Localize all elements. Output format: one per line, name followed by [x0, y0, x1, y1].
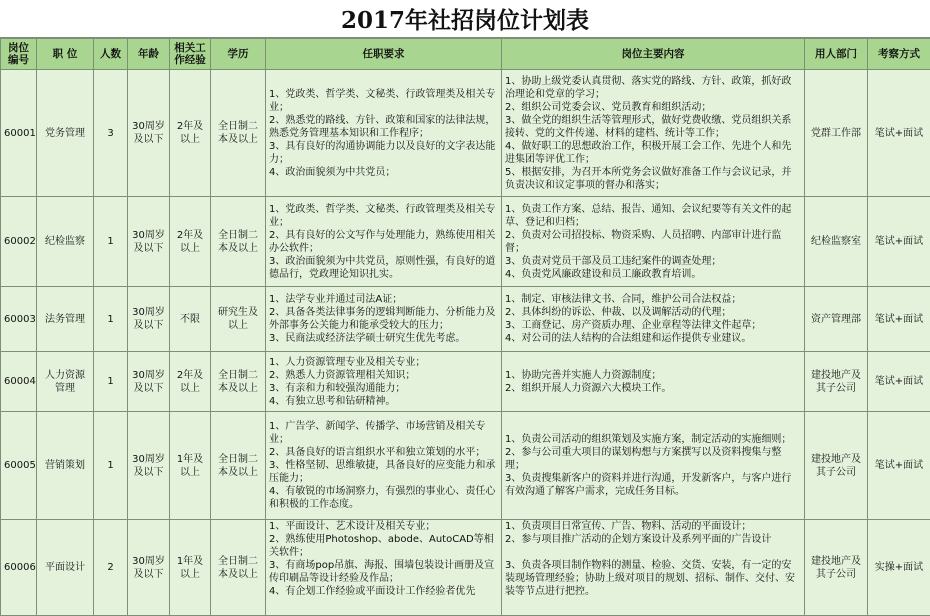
cell-content: 1、负责公司活动的组织策划及实施方案，制定活动的实施细则； 2、参与公司重大项目的谋划构想与方案撰写以及资料搜集与整理； 3、负责搜集新客户的资料并进行沟通，开发新客户，与客户进行有效沟通了解客户需求，完成任务目标。: [502, 412, 805, 520]
cell-education: 全日制二 本及以上: [211, 520, 266, 616]
cell-position: 营销策划: [37, 412, 94, 520]
cell-code: 60003: [1, 287, 37, 352]
header-content: 岗位主要内容: [502, 39, 805, 70]
cell-requirements: 1、广告学、新闻学、传播学、市场营销及相关专业； 2、具备良好的语言组织水平和独立策划的水平； 3、性格坚韧、思维敏捷，具备良好的应变能力和承压能力； 4、有敏锐的市场洞察力，有强烈的事业心、责任心和积极的工作态度。: [266, 412, 502, 520]
cell-position: 法务管理: [37, 287, 94, 352]
cell-code: 60001: [1, 70, 37, 197]
cell-requirements: 1、人力资源管理专业及相关专业； 2、熟悉人力资源管理相关知识； 3、有亲和力和较强沟通能力； 4、有独立思考和钻研精神。: [266, 352, 502, 412]
cell-education: 全日制二 本及以上: [211, 412, 266, 520]
cell-position: 人力资源 管理: [37, 352, 94, 412]
page-title: 2017年社招岗位计划表: [0, 0, 930, 38]
cell-experience: 2年及 以上: [170, 70, 211, 197]
cell-requirements: 1、党政类、哲学类、文秘类、行政管理类及相关专业； 2、熟悉党的路线、方针、政策和国家的法律法规，熟悉党务管理基本知识和工作程序； 3、具有良好的沟通协调能力以及良好的文字表达能力； 4、政治面貌须为中共党员；: [266, 70, 502, 197]
cell-age: 30周岁 及以下: [128, 197, 170, 287]
cell-experience: 不限: [170, 287, 211, 352]
cell-age: 30周岁 及以下: [128, 412, 170, 520]
cell-age: 30周岁 及以下: [128, 287, 170, 352]
cell-content: 1、制定、审核法律文书、合同，维护公司合法权益； 2、具体纠纷的诉讼、仲裁、以及调解活动的代理； 3、工商登记、房产资质办理、企业章程等法律文件起草； 4、对公司的法人结构的合法组建和运作提供专业建议。: [502, 287, 805, 352]
cell-experience: 2年及 以上: [170, 197, 211, 287]
header-experience: 相关工 作经验: [170, 39, 211, 70]
cell-age: 30周岁 及以下: [128, 520, 170, 616]
header-requirements: 任职要求: [266, 39, 502, 70]
cell-assessment: 笔试+面试: [868, 287, 930, 352]
cell-requirements: 1、平面设计、艺术设计及相关专业； 2、熟练使用Photoshop、abode、AutoCAD等相关软件； 3、有商场pop吊旗、海报、围墙包装设计画册及宣传印刷品等设计经验及作品； 4、有企划工作经验或平面设计工作经验者优先: [266, 520, 502, 616]
table-row: [1, 412, 930, 520]
table-row: [1, 287, 930, 352]
cell-content: 1、负责工作方案、总结、报告、通知、会议纪要等有关文件的起草、登记和归档； 2、负责对公司招投标、物资采购、人员招聘、内部审计进行监督； 3、负责对党员干部及员工违纪案件的调查处理； 4、负责党风廉政建设和员工廉政教育培训。: [502, 197, 805, 287]
header-row: [1, 39, 930, 70]
cell-assessment: 笔试+面试: [868, 352, 930, 412]
cell-experience: 1年及 以上: [170, 520, 211, 616]
cell-requirements: 1、党政类、哲学类、文秘类、行政管理类及相关专业； 2、具有良好的公文写作与处理能力，熟练使用相关办公软件； 3、政治面貌须为中共党员，原则性强，有良好的道德品行，党政理论知识扎实。: [266, 197, 502, 287]
cell-position: 平面设计: [37, 520, 94, 616]
header-education: 学历: [211, 39, 266, 70]
cell-count: 1: [94, 287, 128, 352]
cell-count: 3: [94, 70, 128, 197]
cell-content: 1、负责项目日常宣传、广告、物料、活动的平面设计； 2、参与项目推广活动的企划方案设计及系列平面的广告设计 3、负责各项目制作物料的测量、检验、交货、安装，有一定的安装现场管理经验；协助上级对项目的规划、招标、制作、交付、安装等节点进行把控。: [502, 520, 805, 616]
cell-assessment: 笔试+面试: [868, 70, 930, 197]
cell-position: 纪检监察: [37, 197, 94, 287]
cell-department: 纪检监察室: [805, 197, 868, 287]
cell-department: 建投地产及 其子公司: [805, 520, 868, 616]
cell-age: 30周岁 及以下: [128, 70, 170, 197]
header-department: 用人部门: [805, 39, 868, 70]
cell-content: 1、协助完善并实施人力资源制度； 2、组织开展人力资源六大模块工作。: [502, 352, 805, 412]
cell-assessment: 笔试+面试: [868, 197, 930, 287]
cell-experience: 2年及 以上: [170, 352, 211, 412]
cell-assessment: 实操+面试: [868, 520, 930, 616]
cell-assessment: 笔试+面试: [868, 412, 930, 520]
cell-position: 党务管理: [37, 70, 94, 197]
cell-department: 资产管理部: [805, 287, 868, 352]
cell-education: 全日制二 本及以上: [211, 352, 266, 412]
header-age: 年龄: [128, 39, 170, 70]
cell-requirements: 1、法学专业并通过司法A证； 2、具备各类法律事务的逻辑判断能力、分析能力及外部事务公关能力和能承受较大的压力； 3、民商法或经济法学硕士研究生优先考虑。: [266, 287, 502, 352]
cell-education: 全日制二 本及以上: [211, 70, 266, 197]
cell-code: 60004: [1, 352, 37, 412]
cell-code: 60005: [1, 412, 37, 520]
cell-age: 30周岁 及以下: [128, 352, 170, 412]
cell-count: 1: [94, 197, 128, 287]
cell-department: 建投地产及 其子公司: [805, 352, 868, 412]
cell-department: 建投地产及 其子公司: [805, 412, 868, 520]
cell-education: 研究生及 以上: [211, 287, 266, 352]
header-position: 职 位: [37, 39, 94, 70]
header-code: 岗位 编号: [1, 39, 37, 70]
header-assessment: 考察方式: [868, 39, 930, 70]
cell-department: 党群工作部: [805, 70, 868, 197]
cell-code: 60006: [1, 520, 37, 616]
table-row: [1, 520, 930, 616]
table-row: [1, 352, 930, 412]
header-count: 人数: [94, 39, 128, 70]
cell-count: 1: [94, 352, 128, 412]
cell-experience: 1年及 以上: [170, 412, 211, 520]
cell-code: 60002: [1, 197, 37, 287]
job-plan-table: [0, 38, 930, 616]
table-row: [1, 197, 930, 287]
cell-education: 全日制二 本及以上: [211, 197, 266, 287]
cell-content: 1、协助上级党委认真贯彻、落实党的路线、方针、政策，抓好政治理论和党章的学习； 2、组织公司党委会议、党员教育和组织活动； 3、做全党的组织生活等管理形式，做好党费收缴、党员组织关系接转、党的文件传递、材料的建档、统计等工作； 4、做好职工的思想政治工作，积极开展工会工作、先进个人和先进集团等评优工作； 5、根据安排，为召开本所党务会议做好准备工作与会议记录，并负责决议和议定事项的督办和落实；: [502, 70, 805, 197]
cell-count: 1: [94, 412, 128, 520]
cell-count: 2: [94, 520, 128, 616]
table-row: [1, 70, 930, 197]
